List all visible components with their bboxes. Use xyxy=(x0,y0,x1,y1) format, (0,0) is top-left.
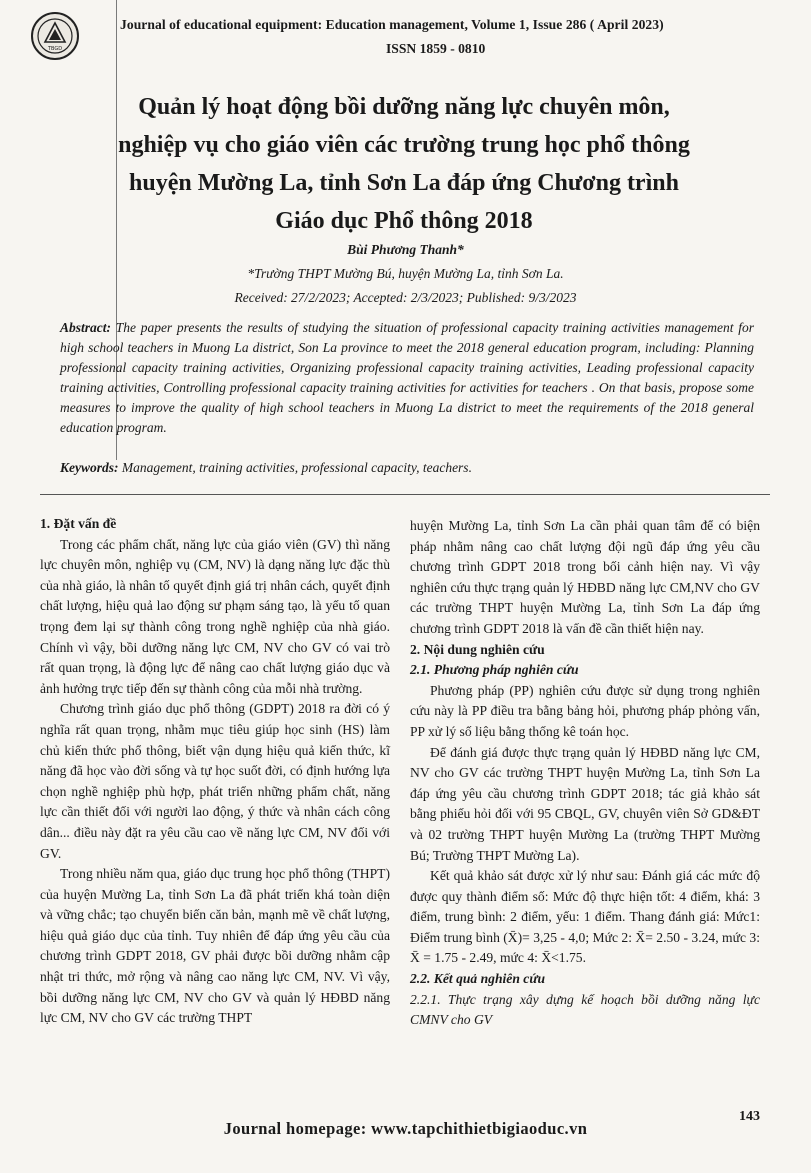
publication-dates: Received: 27/2/2023; Accepted: 2/3/2023; Published: 9/3/2023 xyxy=(234,290,577,305)
section-heading: 2. Nội dung nghiên cứu xyxy=(410,641,545,657)
paragraph: Kết quả khảo sát được xử lý như sau: Đánh giá các mức độ được quy thành điểm số: Mức độ thực hiện tốt: 4 điểm, khá: 3 điểm, trung bình: 2 điểm, yếu: 1 điểm. Thang đánh giá: Mức1: Điểm trung bình (X̄)= 3,25 - 4,0; Mức 2: X̄= 2.50 - 3.24, mức 3: X̄ = 1.75 - 2.49, mức 4: X̄<1.75. xyxy=(410,868,760,966)
keywords-text: Management, training activities, professional capacity, teachers. xyxy=(121,460,472,475)
journal-logo xyxy=(31,12,79,60)
subsubsection-heading: 2.2.1. Thực trạng xây dựng kế hoạch bồi dưỡng năng lực CMNV cho GV xyxy=(410,991,760,1028)
left-column xyxy=(40,514,390,1029)
title-line: huyện Mường La, tỉnh Sơn La đáp ứng Chương trình xyxy=(129,170,679,196)
logo-text: TBGD xyxy=(47,46,63,52)
subsection-heading: 2.1. Phương pháp nghiên cứu xyxy=(410,662,579,678)
paragraph: Trong các phẩm chất, năng lực của giáo viên (GV) thì năng lực chuyên môn, nghiệp vụ (CM, NV) là dạng năng lực đặc thù của nhà giáo, là nhân tố quyết định giá trị nhân cách, quyết định chất lượng, hiệu quả lao động sư phạm sáng tạo, là yếu tố quan trọng đem lại sự thành công trong nghề nghiệp của nhà giáo. Chính vì vậy, bồi dưỡng năng lực CM, NV cho GV có vai trò rất quan trọng, là động lực để nâng cao chất lượng giáo dục và ảnh hưởng trực tiếp đến sự thành công của mỗi nhà trường. xyxy=(40,536,390,696)
journal-homepage: Journal homepage: www.tapchithietbigiaoduc.vn xyxy=(223,1119,588,1138)
title-line: Quản lý hoạt động bồi dưỡng năng lực chuyên môn, xyxy=(138,94,670,120)
issn: ISSN 1859 - 0810 xyxy=(386,41,486,56)
paragraph: Trong nhiều năm qua, giáo dục trung học phổ thông (THPT) của huyện Mường La, tỉnh Sơn La đã phát triển khá toàn diện và vững chắc; tạo chuyển biến căn bản, mạnh mẽ về chất lượng, hiệu quả giáo dục của tỉnh. Tuy nhiên để đáp ứng yêu cầu của chương trình GDPT 2018, GV phải được bồi dưỡng nhằm cập nhật tri thức, mở rộng và nâng cao năng lực CM, NV. Vì vậy, bồi dưỡng năng lực CM, NV cho GV và quản lý HĐBD năng lực CM, NV cho GV các trường THPT xyxy=(40,866,390,1026)
subsection-heading: 2.2. Kết quả nghiên cứu xyxy=(410,971,546,987)
section-heading: 1. Đặt vấn đề xyxy=(40,516,117,531)
paragraph: Để đánh giá được thực trạng quản lý HĐBD năng lực CM, NV cho GV các trường THPT huyện Mường La, tỉnh Sơn La đáp ứng yêu cầu chương trình GDPT 2018; tác giả khảo sát bằng phiếu hỏi đối với 95 CBQL, GV, chuyên viên Sở GD&ĐT và 02 trường THPT huyện Mường La (trường THPT Mường Bú; Trường THPT Mường La). xyxy=(410,744,760,863)
paper-title xyxy=(40,88,768,240)
journal-header: Journal of educational equipment: Education management, Volume 1, Issue 286 ( April 2023) xyxy=(120,17,664,32)
abstract-label: Abstract: xyxy=(60,320,112,335)
divider xyxy=(40,494,770,495)
title-line: Giáo dục Phổ thông 2018 xyxy=(275,208,533,234)
abstract-text: The paper presents the results of studying the situation of professional capacity training activities management for high school teachers in Muong La district, Son La province to meet the 2018 general education program, including: Planning professional capacity training activities, Organizing professional capacity training activities, Leading professional capacity training activities, Controlling professional capacity training activities for activities for teachers . On that basis, propose some measures to improve the quality of high school teachers in Muong La district to meet the requirements of the 2018 general education program. xyxy=(60,320,755,435)
affiliation: *Trường THPT Mường Bú, huyện Mường La, tỉnh Sơn La. xyxy=(247,266,564,281)
right-column xyxy=(410,516,760,1031)
journal-logo-icon xyxy=(35,16,75,56)
keywords xyxy=(60,460,754,476)
paragraph: Chương trình giáo dục phổ thông (GDPT) 2018 ra đời có ý nghĩa rất quan trọng, nhằm mục tiêu giúp học sinh (HS) làm chủ kiến thức phổ thông, biết vận dụng hiệu quả kiến thức, kĩ năng đã học vào đời sống và tự học suốt đời, có định hướng lựa chọn nghề nghiệp phù hợp, phát triển những phẩm chất, năng lực cần thiết đối với người lao động, ý thức và nhân cách công dân... điều này đặt ra yêu cầu cao về năng lực CM, NV đối với GV. xyxy=(40,701,390,861)
abstract xyxy=(60,318,754,438)
title-line: nghiệp vụ cho giáo viên các trường trung học phổ thông xyxy=(118,132,690,158)
paragraph: Phương pháp (PP) nghiên cứu được sử dụng trong nghiên cứu này là PP điều tra bằng bảng hỏi, phương pháp phỏng vấn, PP xử lý số liệu bằng thống kê toán học. xyxy=(410,682,760,739)
paragraph: huyện Mường La, tỉnh Sơn La cần phải quan tâm để có biện pháp nhằm nâng cao chất lượng đội ngũ đáp ứng yêu cầu chương trình GDPT 2018 trong bối cảnh hiện nay. Vì vậy nghiên cứu thực trạng quản lý HĐBD năng lực CM,NV cho GV các trường THPT huyện Mường La, tỉnh Sơn La đáp ứng chương trình GDPT 2018 là vấn đề cần thiết hiện nay. xyxy=(410,518,760,636)
keywords-label: Keywords: xyxy=(60,460,119,475)
author: Bùi Phương Thanh* xyxy=(347,242,464,257)
page-number: 143 xyxy=(739,1109,760,1124)
